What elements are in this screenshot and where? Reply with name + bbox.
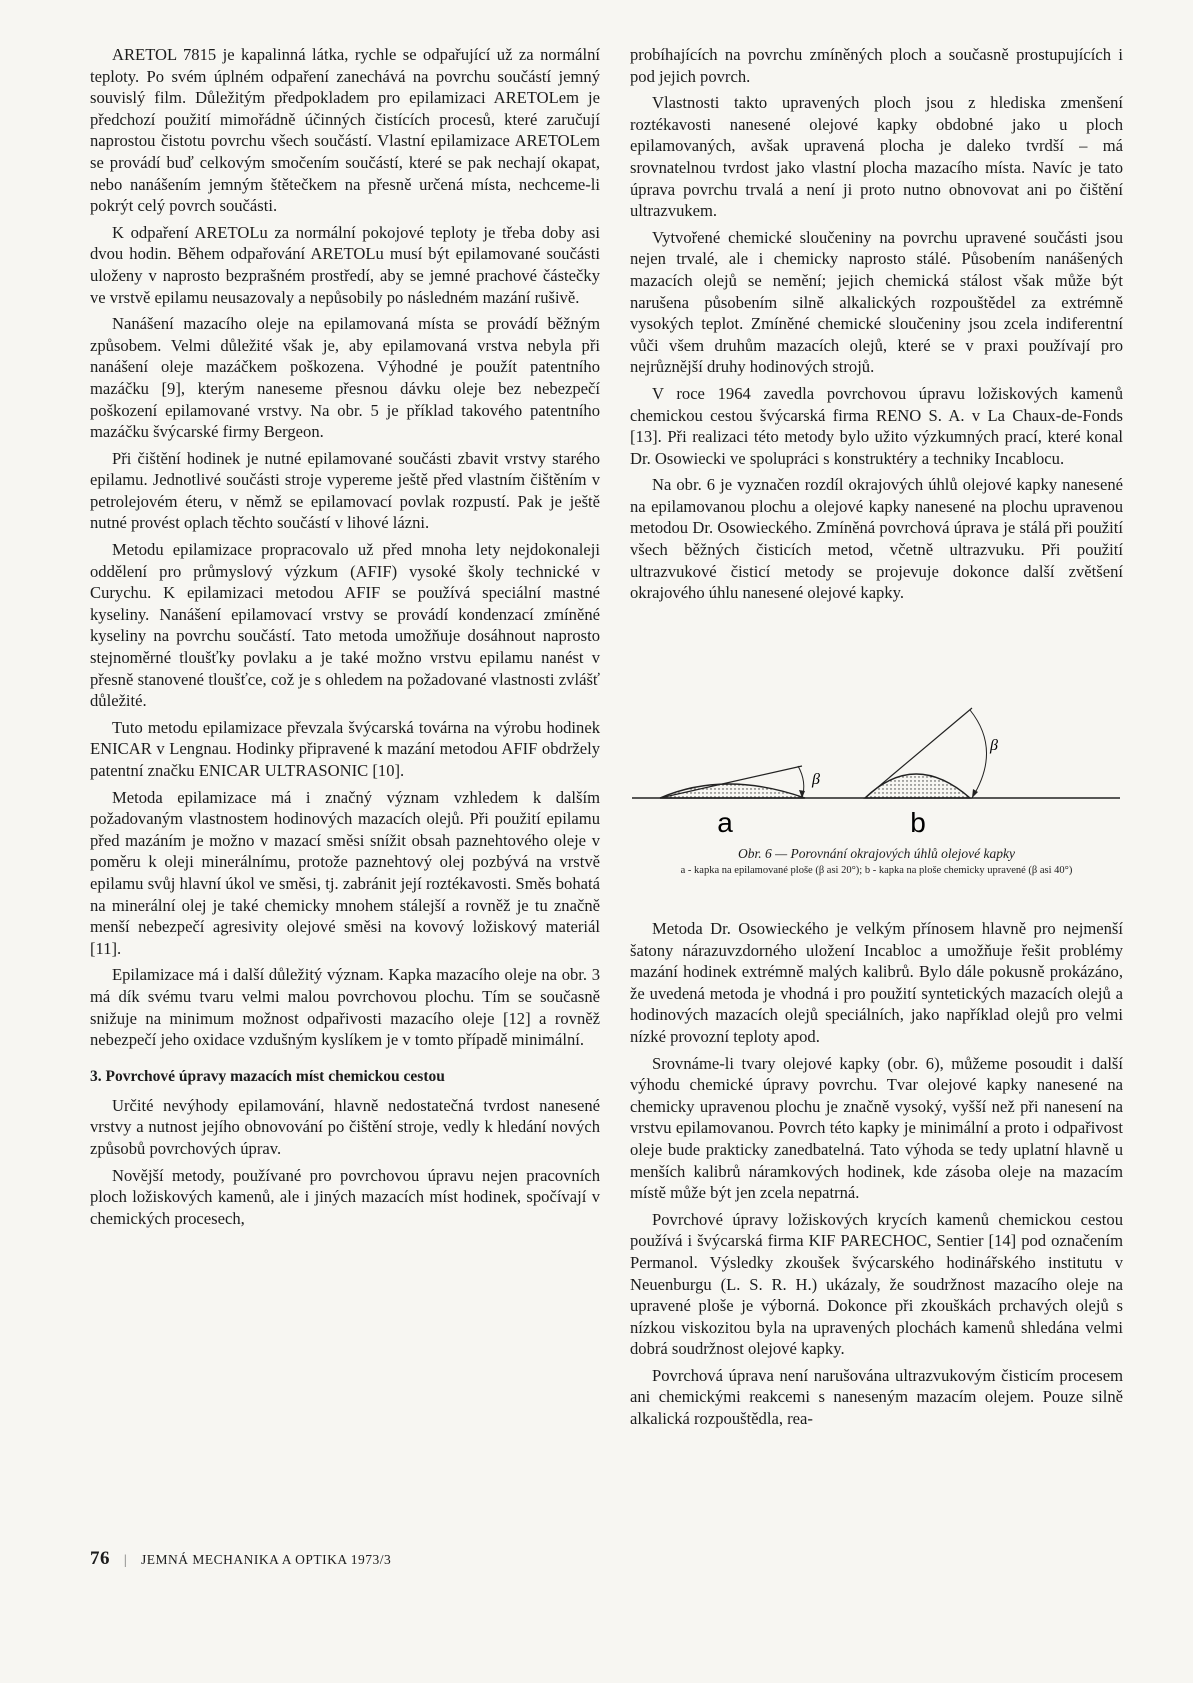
left-column [90,44,600,1234]
page-footer [90,1548,391,1570]
figure-caption-detail: a - kapka na epilamované ploše (β asi 20°); b - kapka na ploše chemicky upravené (β asi 40°) [680,865,1073,876]
label-b: b [910,807,926,838]
paragraph: Určité nevýhody epilamování, hlavně nedostatečná tvrdost nanesené vrstvy a nutnost jejího obnovování po čištění stroje, vedly k hledání nových způsobů povrchových úprav. [90,1095,600,1158]
paragraph: Srovnáme-li tvary olejové kapky (obr. 6), můžeme posoudit i další výhodu chemické úpravy povrchu. Tvar olejové kapky nanesené na chemicky upravenou plochu je značně vysoký, vyšší než při nanesení na vrstvu epilamovanou. Povrch této kapky je minimální a proto i odpařivost oleje bude prakticky zanedbatelná. Tato výhoda se tedy uplatní hlavně u menších kalibrů náramkových hodinek, kde zásoba oleje na mazacím místě může být jen zcela nepatrná. [630,1053,1123,1203]
paragraph: Na obr. 6 je vyznačen rozdíl okrajových úhlů olejové kapky nanesené na epilamovanou plochu a olejové kapky nanesené na plochu upravenou metodou Dr. Osowieckého. Zmíněná povrchová úprava je stálá při použití všech běžných čisticích metod, včetně ultrazvuku. Při použití ultrazvukové čisticí metody se projevuje dokonce další zvětšení okrajového úhlu nanesené olejové kapky. [630,475,1123,603]
oil-drop-diagram [630,700,1123,840]
angle-arc-b [970,710,987,798]
paragraph: Epilamizace má i další důležitý význam. Kapka mazacího oleje na obr. 3 má dík svému tvaru velmi malou povrchovou plochu. Tím se současně snižuje na minimum možnost odpařivosti mazacího oleje [12] a rovněž nebezpečí jeho oxidace vzdušným kyslíkem je v tomto případě minimální. [90,965,600,1050]
paragraph: Vlastnosti takto upravených ploch jsou z hlediska zmenšení roztékavosti nanesené olejové kapky obdobné jako u ploch epilamovaných, avšak upravená plocha je daleko tvrdší – má srovnatelnou tvrdost jako vlastní plocha mazacího místa. Navíc je tato úprava povrchu trvalá a není ji proto nutno obnovovat ani po čištění ultrazvukem. [630,93,1123,221]
figure-caption: Obr. 6 — Porovnání okrajových úhlů olejové kapky [738,846,1015,861]
drop-a [660,784,805,798]
drop-b [865,774,970,798]
paragraph: Metoda epilamizace má i značný význam vzhledem k dalším požadovaným vlastnostem hodinových mazacích olejů. Při použití epilamu před mazáním je možno v mazací směsi snížit obsah paznehtového oleje v poměru k oleji minerálnímu, protože paznehtový olej pozbývá na vrstvě epilamu svůj hlavní úkol ve směsi, tj. zabránit její roztékavosti. Směs bohatá na minerální olej je také chemicky mnohem stálejší a rovněž je tu značně menší nebezpečí agresivity olejové směsi na kovový ložiskový materiál [11]. [90,787,600,958]
paragraph: V roce 1964 zavedla povrchovou úpravu ložiskových kamenů chemickou cestou švýcarská firma RENO S. A. v La Chaux-de-Fonds [13]. Při realizaci této metody bylo užito výzkumných prací, které konal Dr. Osowiecki ve spolupráci s konstruktéry a techniky Incablocu. [630,383,1123,468]
journal-name: JEMNÁ MECHANIKA A OPTIKA 1973/3 [140,1552,392,1567]
arrow-b [972,789,978,798]
right-column-upper [630,44,1123,609]
paragraph: ARETOL 7815 je kapalinná látka, rychle se odpařující už za normální teploty. Po svém úplném odpaření zanechává na povrchu součástí jemný souvislý film. Důležitým předpokladem pro epilamizaci ARETOLem je předchozí použití mimořádně účinných čistících procesů, které zaručují naprostou čistotu povrchu všech součástí. Vlastní epilamizace ARETOLem se provádí buď celkovým smočením součástí, které se pak nechají okapat, nebo nanášením jemným štětečkem na přesně určená místa, nechceme-li pokrýt celý povrch součásti. [90,45,600,216]
right-column-lower [630,918,1123,1435]
paragraph: probíhajících na povrchu zmíněných ploch a současně prostupujících i pod jejich povrch. [630,45,1123,86]
beta-label-b: β [990,737,998,754]
paragraph: Při čištění hodinek je nutné epilamované součásti zbavit vrstvy starého epilamu. Jednotlivé součásti stroje vypereme ještě před vlastním čištěním v petrolejovém éteru, v němž se epilamovací povlak rozpustí. Pak je ještě nutné provést oplach těchto součástí v lihové lázni. [90,448,600,533]
beta-label-a: β [812,771,820,788]
paragraph: Tuto metodu epilamizace převzala švýcarská továrna na výrobu hodinek ENICAR v Lengnau. Hodinky připravené k mazání metodou AFIF obdržely patentní značku ENICAR ULTRASONIC [10]. [90,717,600,780]
paragraph: Novější metody, používané pro povrchovou úpravu nejen pracovních ploch ložiskových kamenů, ale i jiných mazacích míst hodinek, spočívají v chemických procesech, [90,1165,600,1228]
footer-separator: | [123,1552,128,1567]
figure-6 [630,700,1123,878]
paragraph: Nanášení mazacího oleje na epilamovaná místa se provádí běžným způsobem. Velmi důležité však je, aby epilamovaná vrstva nebyla při nanášení oleje mazáčkem poškozena. Výhodné je použít patentního mazáčku [9], kterým naneseme přesnou dávku oleje bez nebezpečí poškození epilamované vrstvy. Na obr. 5 je příklad takového patentního mazáčku švýcarské firmy Bergeon. [90,314,600,442]
section-heading: 3. Povrchové úpravy mazacích míst chemickou cestou [90,1067,445,1085]
paragraph: K odpaření ARETOLu za normální pokojové teploty je třeba doby asi dvou hodin. Během odpařování ARETOLu musí být epilamované součásti uloženy v naprosto bezprašném prostředí, aby se jemné prachové částečky ve vrstvě epilamu neusazovaly a nepůsobily po následném mazání rušivě. [90,222,600,307]
page-number: 76 [90,1548,110,1569]
paragraph: Metoda Dr. Osowieckého je velkým přínosem hlavně pro nejmenší šatony nárazuvzdorného uložení Incabloc a umožňuje řešit problémy mazání hodinek extrémně malých kalibrů. Bylo dále pokusně prokázáno, že uvedená metoda je vhodná i pro použití syntetických mazacích olejů a hodinových mazacích olejů speciálních, jako například olejů pro velmi nízké provozní teploty apod. [630,919,1123,1046]
paragraph: Vytvořené chemické sloučeniny na povrchu upravené součásti jsou nejen trvalé, ale i chemicky naprosto stálé. Působením nanášených mazacích olejů se nemění; jejich chemická stálost však může být narušena působením silně alkalických rozpouštědel za extrémně vysokých teplot. Zmíněné chemické sloučeniny jsou zcela indiferentní vůči všem druhům mazacích olejů, které se v praxi používají pro nejrůznější druhy hodinových strojů. [630,227,1123,377]
label-a: a [717,807,733,838]
paragraph: Povrchové úpravy ložiskových krycích kamenů chemickou cestou používá i švýcarská firma KIF PARECHOC, Sentier [14] pod označením Permanol. Výsledky zkoušek švýcarského hodinářského institutu v Neuenburgu (L. S. R. H.) ukázaly, že soudržnost mazacího oleje na upravené ploše je výborná. Dokonce při zkouškách prchavých olejů s nízkou viskozitou byla na upravených plochách kamenů shledána velmi dobrá soudržnost olejové kapky. [630,1209,1123,1359]
paragraph: Povrchová úprava není narušována ultrazvukovým čisticím procesem ani chemickými reakcemi s naneseným mazacím olejem. Pouze silně alkalická rozpouštědla, rea- [630,1365,1123,1429]
paragraph: Metodu epilamizace propracovalo už před mnoha lety nejdokonaleji oddělení pro průmyslový výzkum (AFIF) vysoké školy technické v Curychu. K epilamizaci metodou AFIF se používá speciální mastné kyseliny. Nanášení epilamovací vrstvy se provádí kondenzací zmíněné kyseliny na povrchu součástí. Tato metoda umožňuje dosáhnout naprosto stejnoměrné tloušťky povlaku a je také možno vrstvu epilamu nanést v přesně stanovené tloušťce, což je s ohledem na požadované vlastnosti zvlášť důležité. [90,540,600,711]
